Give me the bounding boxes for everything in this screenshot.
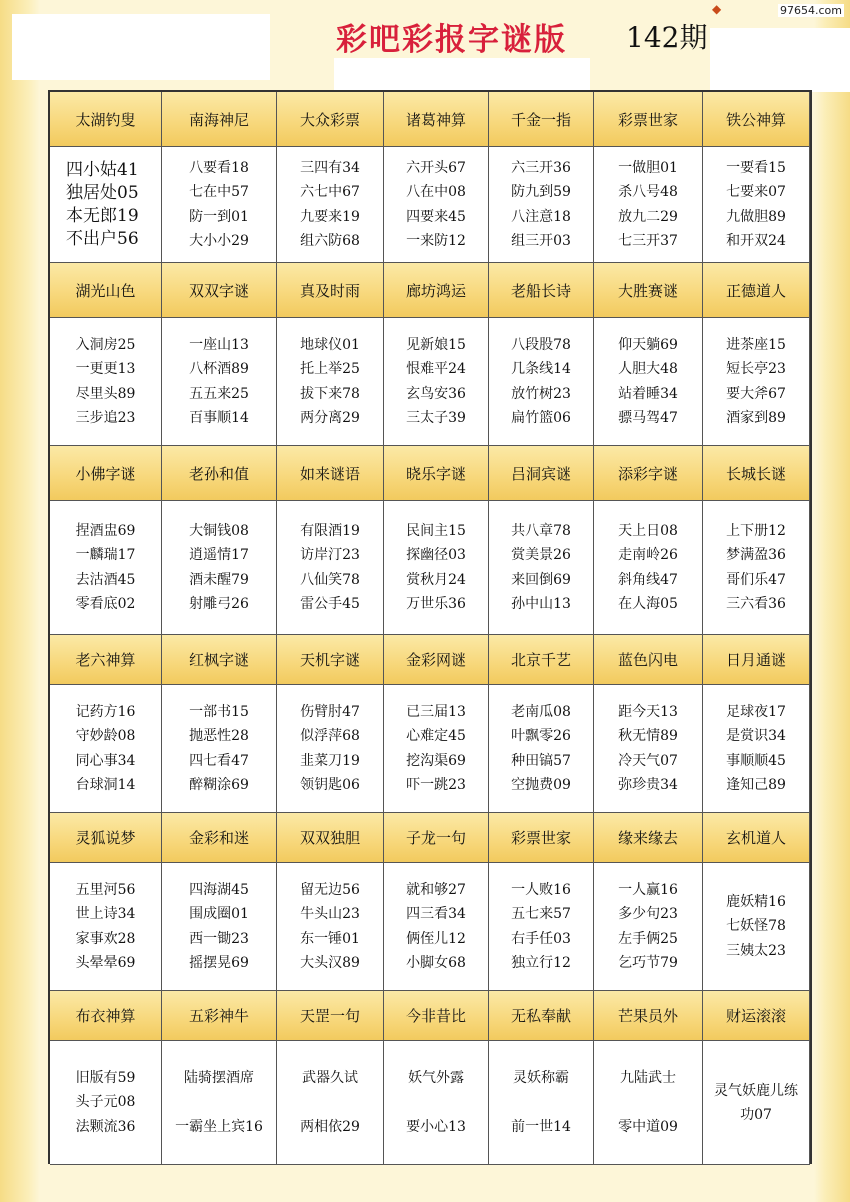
riddle-cell: [162, 318, 277, 446]
column-author-header: 诸葛神算: [384, 92, 489, 147]
riddle-line: 放竹树23: [511, 385, 571, 402]
riddle-cell: [50, 147, 162, 263]
riddle-cell: [162, 501, 277, 635]
riddle-line: 独立行12: [511, 955, 571, 971]
riddle-line: 天上日08: [618, 522, 678, 539]
column-author-header: 晓乐字谜: [384, 446, 489, 501]
riddle-line: 伤臂肘47: [300, 703, 360, 720]
riddle-line: 多少句23: [618, 906, 678, 922]
riddle-line: 进茶座15: [726, 336, 786, 353]
column-author-header: 今非昔比: [384, 991, 489, 1041]
riddle-line: 武器久试: [302, 1070, 358, 1086]
riddle-line: 一座山13: [189, 336, 249, 353]
riddle-cell: [594, 501, 703, 635]
riddle-line: 一做胆01: [618, 159, 678, 176]
riddle-line: 梦满盈36: [726, 547, 786, 563]
riddle-line: 射雕弓26: [189, 596, 249, 612]
riddle-line: 一人败16: [511, 881, 571, 898]
riddle-line: 一人赢16: [618, 881, 678, 898]
column-author-header: 日月通谜: [703, 635, 810, 685]
riddle-line: 三步追23: [75, 410, 136, 426]
riddle-line: 法颗流36: [75, 1118, 136, 1135]
riddle-line: 八在中08: [406, 184, 466, 200]
column-author-header: 天机字谜: [277, 635, 384, 685]
riddle-line: 小脚女68: [406, 955, 466, 971]
riddle-cell: [594, 863, 703, 991]
column-author-header: 五彩神牛: [162, 991, 277, 1041]
riddle-line: 同心事34: [75, 752, 136, 769]
column-author-header: 无私奉献: [489, 991, 594, 1041]
riddle-line: 五里河56: [75, 881, 136, 898]
riddle-cell: [594, 318, 703, 446]
riddle-line: 在人海05: [618, 596, 678, 612]
riddle-line: 韭菜刀19: [300, 752, 360, 769]
riddle-line: 独居处05: [66, 182, 139, 203]
riddle-line: 老南瓜08: [511, 703, 571, 720]
riddle-line: 四七看47: [189, 752, 249, 769]
column-author-header: 缘来缘去: [594, 813, 703, 863]
riddle-line: 醉糊涂69: [189, 777, 249, 793]
riddle-line: 四小姑41: [66, 159, 139, 180]
riddle-line: 放九二29: [618, 208, 678, 225]
riddle-line: 两分离29: [300, 410, 360, 426]
riddle-cell: [384, 501, 489, 635]
column-author-header: 北京千艺: [489, 635, 594, 685]
riddle-line: 八注意18: [511, 208, 571, 225]
riddle-line: 世上诗34: [75, 906, 136, 922]
column-author-header: 玄机道人: [703, 813, 810, 863]
riddle-line: 几条线14: [511, 361, 571, 377]
riddle-line: 五七来57: [511, 906, 571, 922]
riddle-cell: [703, 863, 810, 991]
riddle-line: 心难定45: [406, 728, 466, 744]
column-author-header: 灵狐说梦: [50, 813, 162, 863]
riddle-line: 赏美景26: [511, 547, 571, 563]
riddle-line: 左手俩25: [618, 930, 678, 947]
riddle-line: 四要来45: [406, 208, 466, 225]
riddle-line: 零看底02: [75, 596, 136, 612]
column-author-header: 湖光山色: [50, 263, 162, 318]
riddle-line: 头子元08: [75, 1094, 136, 1111]
column-author-header: 金彩和迷: [162, 813, 277, 863]
riddle-cell: [162, 685, 277, 813]
riddle-line: 骠马驾47: [618, 410, 678, 426]
column-author-header: 双双独胆: [277, 813, 384, 863]
riddle-line: 三太子39: [406, 410, 466, 426]
riddle-line: 逢知己89: [726, 777, 786, 793]
riddle-cell: [162, 863, 277, 991]
riddle-line: 雷公手45: [300, 596, 360, 612]
riddle-line: 七在中57: [189, 184, 249, 200]
riddle-cell: [277, 147, 384, 263]
riddle-line: 酒家到89: [726, 410, 786, 426]
riddle-line: 站着睡34: [618, 385, 678, 402]
riddle-line: 六开头67: [406, 159, 466, 176]
riddle-table: [48, 90, 812, 1164]
riddle-line: 鹿妖精16: [726, 893, 786, 910]
riddle-line: 要大斧67: [726, 385, 786, 402]
riddle-line: 是赏识34: [726, 728, 786, 744]
column-author-header: 蓝色闪电: [594, 635, 703, 685]
riddle-cell: [703, 1041, 810, 1165]
column-author-header: 真及时雨: [277, 263, 384, 318]
column-author-header: 天罡一句: [277, 991, 384, 1041]
riddle-cell: [384, 685, 489, 813]
riddle-line: 种田镐57: [511, 752, 571, 769]
riddle-line: 去沽酒45: [75, 571, 136, 588]
column-author-header: 太湖钓叟: [50, 92, 162, 147]
riddle-line: 乞巧节79: [618, 955, 678, 971]
riddle-line: 两相依29: [300, 1118, 360, 1135]
riddle-line: 记药方16: [75, 703, 136, 720]
riddle-line: 不出户56: [66, 228, 139, 249]
column-author-header: 老孙和值: [162, 446, 277, 501]
riddle-line: 似浮萍68: [300, 728, 360, 744]
riddle-line: 人胆大48: [618, 361, 678, 377]
riddle-cell: [50, 318, 162, 446]
column-author-header: 彩票世家: [594, 92, 703, 147]
riddle-line: 三六看36: [726, 596, 786, 612]
riddle-line: 留无边56: [300, 881, 360, 898]
redaction-block: [12, 14, 270, 80]
column-author-header: 老六神算: [50, 635, 162, 685]
riddle-line: 领钥匙06: [300, 777, 360, 793]
riddle-line: 七要来07: [726, 184, 786, 200]
riddle-line: 尽里头89: [75, 385, 136, 402]
riddle-line: 台球洞14: [75, 777, 136, 793]
column-author-header: 千金一指: [489, 92, 594, 147]
riddle-line: 冷天气07: [618, 752, 678, 769]
riddle-line: 守妙龄08: [75, 728, 136, 744]
riddle-line: 西一锄23: [189, 930, 249, 947]
riddle-line: 七妖怪78: [726, 918, 786, 935]
riddle-line: 吓一跳23: [406, 777, 466, 793]
riddle-line: 九要来19: [300, 208, 360, 225]
column-author-header: 大胜赛谜: [594, 263, 703, 318]
column-author-header: 金彩网谜: [384, 635, 489, 685]
column-author-header: 如来谜语: [277, 446, 384, 501]
riddle-line: 三姨太23: [726, 942, 786, 959]
riddle-line: 共八章78: [511, 522, 571, 539]
riddle-line: 灵妖称霸: [513, 1070, 569, 1086]
riddle-line: 托上举25: [300, 361, 360, 377]
column-author-header: 南海神尼: [162, 92, 277, 147]
column-author-header: 子龙一句: [384, 813, 489, 863]
riddle-line: 足球夜17: [726, 703, 786, 720]
riddle-line: 旧版有59: [75, 1069, 136, 1086]
riddle-line: 玄鸟安36: [406, 385, 466, 402]
riddle-line: 秋无情89: [618, 728, 678, 744]
riddle-line: 摇摆晃69: [189, 955, 249, 971]
riddle-line: 六三开36: [511, 159, 571, 176]
issue-number: 142期: [626, 21, 708, 54]
riddle-line: 四海湖45: [189, 881, 249, 898]
riddle-line: 一部书15: [189, 703, 249, 720]
riddle-cell: [162, 147, 277, 263]
riddle-cell: [489, 147, 594, 263]
riddle-cell: [277, 863, 384, 991]
riddle-line: 家事欢28: [75, 930, 136, 947]
column-author-header: 大众彩票: [277, 92, 384, 147]
redaction-block: [334, 58, 590, 92]
column-author-header: 芒果员外: [594, 991, 703, 1041]
redaction-block: [710, 28, 850, 92]
column-author-header: 添彩字谜: [594, 446, 703, 501]
riddle-line: 灵气妖鹿儿练功07: [713, 1082, 798, 1123]
site-logo-icon: ◆: [712, 2, 722, 16]
riddle-line: 探幽径03: [406, 547, 466, 563]
column-author-header: 红枫字谜: [162, 635, 277, 685]
riddle-cell: [277, 685, 384, 813]
riddle-line: 哥们乐47: [726, 571, 786, 588]
riddle-line: 八杯酒89: [189, 361, 249, 377]
riddle-line: 六七中67: [300, 184, 360, 200]
riddle-line: 九做胆89: [726, 208, 786, 225]
riddle-line: 访岸汀23: [300, 547, 360, 563]
riddle-cell: [50, 863, 162, 991]
riddle-cell: [594, 1041, 703, 1165]
riddle-line: 弥珍贵34: [618, 777, 678, 793]
riddle-line: 斜角线47: [618, 571, 678, 588]
riddle-line: 入洞房25: [75, 336, 136, 353]
riddle-line: 叶飘零26: [511, 728, 571, 744]
riddle-cell: [703, 147, 810, 263]
column-author-header: 铁公神算: [703, 92, 810, 147]
riddle-cell: [50, 1041, 162, 1165]
riddle-line: 头晕晕69: [75, 955, 136, 971]
riddle-line: 四三看34: [406, 906, 466, 922]
riddle-line: 仰天躺69: [618, 336, 678, 353]
riddle-line: 九陆武士: [620, 1070, 676, 1086]
column-author-header: 财运滚滚: [703, 991, 810, 1041]
riddle-line: 事顺顺45: [726, 752, 786, 769]
riddle-line: 赏秋月24: [406, 571, 466, 588]
riddle-line: 扁竹篮06: [511, 410, 571, 426]
riddle-line: 捏酒盅69: [75, 522, 136, 539]
site-watermark: 97654.com: [780, 4, 842, 17]
riddle-cell: [50, 685, 162, 813]
riddle-line: 大铜钱08: [189, 522, 249, 539]
riddle-cell: [703, 501, 810, 635]
riddle-line: 一来防12: [406, 233, 466, 249]
column-author-header: 吕洞宾谜: [489, 446, 594, 501]
riddle-line: 八段股78: [511, 336, 571, 353]
riddle-line: 组三开03: [511, 233, 571, 249]
riddle-line: 右手任03: [511, 930, 571, 947]
riddle-line: 东一锤01: [300, 930, 360, 947]
column-author-header: 正德道人: [703, 263, 810, 318]
riddle-line: 一霸坐上宾16: [175, 1118, 263, 1135]
riddle-line: 恨难平24: [406, 361, 466, 377]
riddle-cell: [489, 863, 594, 991]
riddle-line: 空抛费09: [511, 777, 571, 793]
riddle-line: 孙中山13: [511, 596, 571, 612]
riddle-cell: [277, 318, 384, 446]
riddle-line: 本无郎19: [66, 205, 139, 226]
column-author-header: 双双字谜: [162, 263, 277, 318]
riddle-line: 就和够27: [406, 881, 466, 898]
riddle-cell: [489, 318, 594, 446]
riddle-cell: [703, 318, 810, 446]
left-decor-stripe: [0, 0, 40, 1202]
column-author-header: 长城长谜: [703, 446, 810, 501]
riddle-line: 牛头山23: [300, 906, 360, 922]
riddle-cell: [594, 685, 703, 813]
riddle-line: 地球仪01: [300, 336, 360, 353]
riddle-line: 三四有34: [300, 159, 360, 176]
riddle-line: 前一世14: [511, 1118, 571, 1135]
riddle-line: 距今天13: [618, 703, 678, 720]
riddle-line: 上下册12: [726, 522, 786, 539]
riddle-cell: [594, 147, 703, 263]
riddle-line: 百事顺14: [189, 410, 249, 426]
riddle-line: 大小小29: [189, 233, 249, 249]
riddle-cell: [384, 147, 489, 263]
riddle-line: 见新娘15: [406, 336, 466, 353]
riddle-line: 拔下来78: [300, 385, 360, 402]
riddle-cell: [384, 863, 489, 991]
riddle-cell: [489, 685, 594, 813]
page-title: 彩吧彩报字谜版: [336, 22, 567, 58]
riddle-line: 一更更13: [75, 361, 136, 377]
riddle-line: 民间主15: [406, 522, 466, 539]
riddle-cell: [489, 1041, 594, 1165]
riddle-line: 俩侄儿12: [406, 930, 466, 947]
riddle-line: 短长亭23: [726, 361, 786, 377]
column-author-header: 布衣神算: [50, 991, 162, 1041]
riddle-line: 防一到01: [189, 208, 249, 225]
riddle-line: 走南岭26: [618, 547, 678, 563]
riddle-line: 八要看18: [189, 159, 249, 176]
riddle-line: 一麟瑞17: [75, 547, 136, 563]
riddle-cell: [384, 318, 489, 446]
riddle-line: 逍遥情17: [189, 547, 249, 563]
riddle-cell: [489, 501, 594, 635]
riddle-line: 抛恶性28: [189, 728, 249, 744]
riddle-cell: [384, 1041, 489, 1165]
column-author-header: 彩票世家: [489, 813, 594, 863]
riddle-line: 酒未醒79: [189, 571, 249, 588]
riddle-cell: [162, 1041, 277, 1165]
riddle-line: 七三开37: [618, 233, 678, 249]
riddle-line: 和开双24: [726, 233, 786, 249]
riddle-line: 零中道09: [618, 1118, 678, 1135]
riddle-cell: [277, 1041, 384, 1165]
riddle-cell: [703, 685, 810, 813]
riddle-line: 一要看15: [726, 159, 786, 176]
riddle-line: 来回倒69: [511, 571, 571, 588]
riddle-line: 已三届13: [406, 703, 466, 720]
column-author-header: 廊坊鸿运: [384, 263, 489, 318]
riddle-line: 大头汉89: [300, 955, 360, 971]
riddle-cell: [277, 501, 384, 635]
riddle-line: 杀八号48: [618, 184, 678, 200]
riddle-line: 八仙笑78: [300, 571, 360, 588]
right-decor-stripe: [814, 0, 850, 1202]
riddle-line: 围成圈01: [189, 906, 249, 922]
column-author-header: 老船长诗: [489, 263, 594, 318]
column-author-header: 小佛字谜: [50, 446, 162, 501]
riddle-line: 防九到59: [511, 184, 571, 200]
riddle-line: 五五来25: [189, 385, 249, 402]
riddle-line: 陆骑摆酒席: [184, 1070, 254, 1086]
riddle-cell: [50, 501, 162, 635]
riddle-line: 万世乐36: [406, 596, 466, 612]
riddle-line: 挖沟渠69: [406, 752, 466, 769]
riddle-line: 有限酒19: [300, 522, 360, 539]
riddle-line: 组六防68: [300, 233, 360, 249]
riddle-line: 要小心13: [406, 1118, 466, 1135]
riddle-line: 妖气外露: [408, 1070, 464, 1086]
